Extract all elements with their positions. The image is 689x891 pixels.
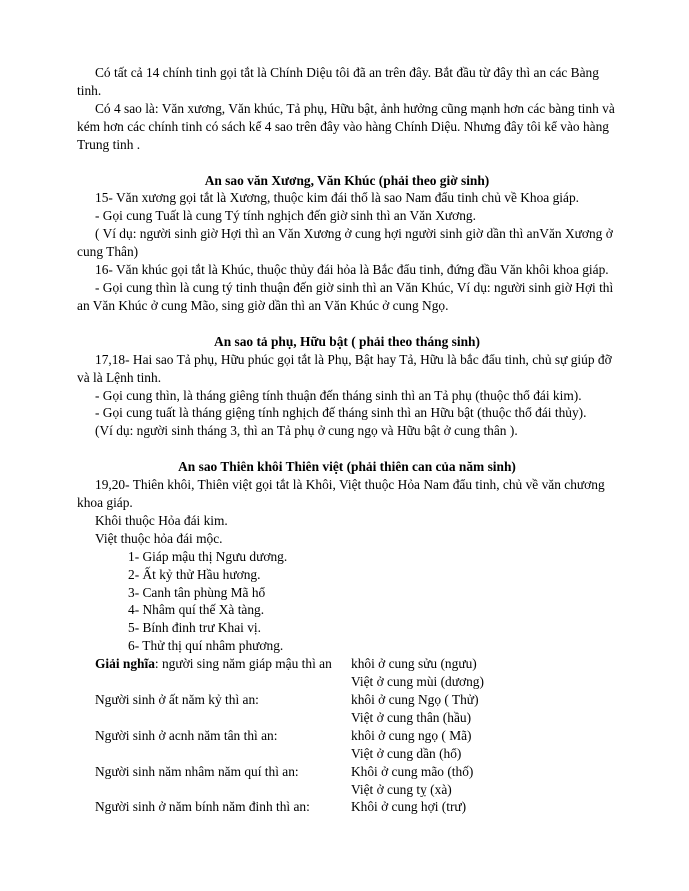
intro-paragraph: Có tất cả 14 chính tinh gọi tắt là Chính Diệu tôi đã an trên đây. Bắt đầu từ đây thì an các Bàng tinh. (77, 65, 599, 98)
explain-row (77, 709, 617, 727)
paragraph: (Ví dụ: người sinh tháng 3, thì an Tả phụ ở cung ngọ và Hữu bật ở cung thân ). (95, 423, 518, 439)
explain-left (77, 781, 351, 799)
list-item: 5- Bính đinh trư Khai vị. (128, 620, 261, 636)
paragraph: - Gọi cung thìn là cung tý tinh thuận đến giờ sinh thì an Văn Khúc, Ví dụ: người sinh giờ Hợi thì an Văn Khúc ở cung Mão, sing giờ dần thì an Văn Khúc ở cung Ngọ. (77, 279, 614, 313)
explain-right: khôi ở cung sửu (ngưu) (351, 656, 477, 672)
explain-right: Việt ở cung thân (hầu) (351, 709, 472, 725)
explain-row (77, 673, 617, 691)
explain-right: Khôi ở cung mão (thố) (351, 763, 474, 779)
explain-row (77, 781, 617, 799)
section-heading-ta-huu: An sao tả phụ, Hữu bật ( phải theo tháng sinh) (214, 333, 480, 349)
list-item: 3- Canh tân phùng Mã hổ (128, 584, 266, 600)
explain-right: Việt ở cung dần (hổ) (351, 745, 462, 761)
paragraph: Khôi thuộc Hỏa đái kim. (95, 512, 228, 528)
explain-right: Việt ở cung mùi (dương) (351, 674, 484, 690)
paragraph: 15- Văn xương gọi tắt là Xương, thuộc kim đái thổ là sao Nam đẩu tinh chủ về Khoa giáp. (95, 190, 579, 206)
explain-left: Người sinh ở acnh năm tân thì an: (95, 727, 278, 743)
intro-paragraph: Có 4 sao là: Văn xương, Văn khúc, Tả phụ, Hữu bật, ảnh hưởng cũng mạnh hơn các bàng tinh và kém hơn các chính tinh có sách kể 4 sao trên đây vào hàng Chính Diệu. Nhưng đây tôi kể vào hàng Trung tinh . (77, 100, 615, 152)
paragraph: ( Ví dụ: người sinh giờ Hợi thì an Văn Xương ở cung hợi người sinh giờ dần thì anVăn Xương ở cung Thân) (77, 226, 613, 260)
explain-right: Khôi ở cung hợi (trư) (351, 799, 467, 815)
explain-right: khôi ở cung Ngọ ( Thử) (351, 692, 479, 707)
explain-left: Người sinh năm nhâm năm quí thì an: (95, 763, 299, 779)
paragraph: 19,20- Thiên khôi, Thiên việt gọi tắt là Khôi, Việt thuộc Hỏa Nam đẩu tinh, chủ về văn chương khoa giáp. (77, 477, 605, 511)
document-body (77, 64, 617, 816)
paragraph: - Gọi cung Tuất là cung Tý tính nghịch đến giờ sinh thì an Văn Xương. (95, 208, 476, 224)
explain-label: Giải nghĩa (95, 656, 155, 672)
list-item: 4- Nhâm quí thế Xà tàng. (128, 602, 265, 618)
explain-row (77, 798, 617, 816)
section-heading-xuong-khuc: An sao văn Xương, Văn Khúc (phải theo giờ sinh) (204, 172, 490, 188)
paragraph: Việt thuộc hỏa đái mộc. (95, 530, 223, 546)
explain-row (77, 655, 617, 673)
explain-left-text: : người sing năm giáp mậu thì an (154, 656, 332, 672)
explain-right: Việt ở cung tỵ (xà) (351, 781, 452, 797)
paragraph: - Gọi cung tuất là tháng giệng tính nghịch đế tháng sinh thì an Hữu bật (thuộc thổ đái thủy). (95, 405, 587, 421)
explain-left (77, 745, 351, 763)
list-item: 6- Thử thị quí nhâm phương. (128, 638, 284, 654)
paragraph: 17,18- Hai sao Tả phụ, Hữu phúc gọi tắt là Phụ, Bật hay Tả, Hữu là bắc đẩu tinh, chủ sự giúp đỡ và là Lệnh tinh. (77, 351, 612, 385)
explain-row (77, 745, 617, 763)
explain-row (77, 763, 617, 781)
explain-left: Người sinh ở ất năm kỷ thì an: (95, 692, 259, 707)
explain-left (77, 673, 351, 691)
section-heading-khoi-viet: An sao Thiên khôi Thiên việt (phải thiên can của năm sinh) (178, 459, 516, 475)
paragraph: - Gọi cung thìn, là tháng giêng tính thuận đến tháng sinh thì an Tả phụ (thuộc thổ đái kim). (95, 387, 582, 403)
paragraph: 16- Văn khúc gọi tắt là Khúc, thuộc thủy đái hỏa là Bắc đẩu tinh, đứng đầu Văn khôi khoa giáp. (95, 262, 609, 278)
explain-row (77, 691, 617, 709)
explain-left: Người sinh ở năm bính năm đinh thì an: (95, 799, 310, 815)
explain-right: khôi ở cung ngọ ( Mã) (351, 727, 472, 743)
explain-row (77, 727, 617, 745)
explain-left (77, 709, 351, 727)
list-item: 2- Ất kỷ thử Hầu hương. (128, 566, 261, 582)
list-item: 1- Giáp mậu thị Ngưu dương. (128, 548, 288, 564)
explain-left (77, 655, 351, 673)
